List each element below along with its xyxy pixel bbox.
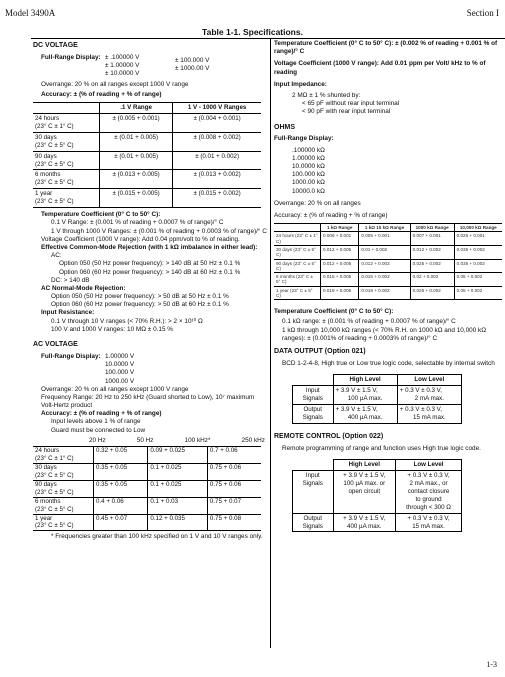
dc-frd-value: ± 100.000 V — [175, 56, 210, 64]
table-cell: through < 300 Ω — [406, 503, 451, 511]
table-cell: ± (0.01 + 0.005) — [100, 132, 173, 151]
table-cell: + 0.3 V ± 0.3 V, — [407, 471, 450, 479]
table-cell: 0.12 + 0.035 — [148, 514, 208, 531]
table-row — [33, 497, 261, 514]
table-header-row — [274, 224, 502, 232]
ac-full-range-display — [33, 353, 267, 386]
ac-note: Input levels above 1 % of range — [51, 418, 141, 426]
table-cell: + 0.3 V ± 0.3 V, — [399, 387, 442, 395]
period: 90 days — [35, 480, 57, 488]
ac-frd-value: 10.0000 V — [105, 361, 135, 369]
period: 24 hours — [35, 114, 60, 122]
column-divider — [270, 38, 271, 648]
ohms-heading: OHMS — [274, 123, 295, 131]
table-row — [274, 245, 502, 259]
dc-frd-col2 — [175, 54, 209, 79]
table-cell: ± (0.008 + 0.002) — [173, 132, 261, 151]
table-cell: 2 mA max. — [414, 395, 444, 402]
table-cell: ± (0.015 + 0.002) — [173, 189, 261, 208]
ac-frequency-range: Frequency Range: 20 Hz to 250 kHz (Guard shorted to Low), 10⁷ maximum Volt-Hertz product — [41, 393, 255, 410]
table-cell: 0.018 + 0.002 — [359, 286, 410, 300]
table-cell: 0.005 + 0.001 — [359, 232, 410, 246]
dc-frd-col1 — [105, 54, 175, 79]
table-row-label: Output Signals — [293, 404, 334, 423]
ohms-frd-value: 1.00000 kΩ — [292, 154, 325, 162]
table-cell: 0.35 + 0.05 — [94, 480, 148, 497]
temperature: (23° C ± 5° C) — [35, 160, 74, 168]
dc-accuracy-table — [33, 102, 261, 208]
table-cell: 0.32 + 0.05 — [94, 447, 148, 464]
table-cell: 0.025 + 0.001 — [454, 232, 502, 246]
table-cell: + 0.3 V ± 0.3 V, — [399, 405, 442, 413]
ac-voltage-heading: AC VOLTAGE — [33, 341, 78, 349]
table-cell: 0.4 + 0.06 — [94, 497, 148, 514]
table-cell: 0.75 + 0.06 — [207, 480, 261, 497]
table-row — [33, 170, 261, 189]
ac-voltage-coefficient: Voltage Coefficient (1000 V range): Add 0.01 ppm per Volt/ kHz to % of reading — [274, 60, 486, 76]
ac-overrange: Overrange: 20 % on all ranges except 1000 V range — [41, 385, 189, 393]
dc-tc-line: 0.1 V Range: ± (0.001 % of reading + 0.0007 % of range)/° C — [51, 219, 224, 227]
period: 1 year (23° C ± 5° C) — [274, 286, 321, 300]
dc-tc-line: 1 V through 1000 V Ranges: ± (0.001 % of reading + 0.0003 % of range)/° C — [51, 227, 267, 235]
table-header-cell: 1 V - 1000 V Ranges — [173, 102, 261, 113]
dc-overrange: Overrange: 20 % on all ranges except 1000 V range — [41, 80, 189, 88]
ohms-overrange: Overrange: 20 % on all ranges — [274, 199, 361, 207]
table-row — [33, 113, 261, 132]
table-cell: + 3.9 V ± 1.5 V, — [335, 387, 378, 395]
dc-tc-heading: Temperature Coefficient (0° C to 50° C): — [41, 211, 161, 219]
table-cell: 400 µA max. — [347, 522, 382, 530]
ohms-accuracy: Accuracy: ± (% of reading + % of range) — [274, 211, 388, 219]
period: 24 hours — [35, 447, 60, 455]
table-cell: ± (0.013 + 0.002) — [173, 170, 261, 189]
table-cell: ± (0.01 + 0.002) — [173, 151, 261, 170]
cmr-option-050: Option 050 (50 Hz power frequency): > 140 dB at 50 Hz ± 0.1 % — [59, 260, 241, 268]
input-resistance-line: 0.1 V through 10 V ranges (< 70% R.H.): > 2 × 10¹⁰ Ω — [51, 317, 203, 325]
dc-frd-value: ± 10.0000 V — [105, 70, 140, 78]
table-cell: 0.05 + 0.002 — [454, 273, 502, 287]
ac-frd-value: 100.000 V — [105, 369, 135, 377]
remote-control-description: Remote programming of range and function uses High true logic code. — [282, 444, 481, 452]
ohms-frd-label: Full-Range Display: — [274, 135, 334, 143]
ac-footnote: * Frequencies greater than 100 kHz specified on 1 V and 10 V ranges only. — [51, 533, 263, 541]
input-impedance-line: < 65 pF without rear input terminal — [302, 100, 400, 108]
ac-frd-value: 1.00000 V — [105, 352, 135, 360]
table-row — [33, 151, 261, 170]
table-cell: 0.75 + 0.08 — [207, 514, 261, 531]
ac-frd-value: 1000.00 V — [105, 377, 135, 385]
period: 90 days (23° C ± 5° C) — [274, 259, 321, 273]
ohms-frd-value: 100.000 kΩ — [292, 171, 325, 179]
freq-head: 50 Hz — [136, 436, 154, 444]
remote-control-table — [292, 459, 462, 533]
freq-head: 100 kHz* — [184, 436, 211, 444]
dc-full-range-display — [33, 54, 267, 79]
table-cell: 15 mA max. — [413, 413, 446, 421]
ohms-frd-value: 10000.0 kΩ — [292, 187, 325, 195]
table-row — [33, 132, 261, 151]
table-cell: 0.012 + 0.005 — [321, 259, 359, 273]
table-cell: 0.1 + 0.025 — [148, 480, 208, 497]
table-header-cell — [293, 375, 334, 386]
table-cell: 0.05 + 0.002 — [454, 286, 502, 300]
table-header-cell: 1 kΩ 10 kΩ Range — [359, 224, 410, 232]
table-row — [293, 470, 462, 513]
table-cell: 0.1 + 0.025 — [148, 463, 208, 480]
table-row — [274, 232, 502, 246]
period: 1 year — [35, 514, 53, 522]
table-cell: open circuit — [348, 487, 381, 495]
left-column — [33, 40, 267, 542]
period: 1 year — [35, 190, 53, 198]
table-cell: 0.012 + 0.005 — [321, 245, 359, 259]
table-row — [293, 386, 462, 405]
table-cell: 0.012 + 0.002 — [410, 245, 454, 259]
table-cell: 0.012 + 0.002 — [359, 259, 410, 273]
ac-frequency-heads — [89, 437, 265, 445]
table-header-cell — [293, 459, 334, 470]
table-cell: 0.7 + 0.06 — [207, 447, 261, 464]
cmr-dc: DC: > 140 dB — [51, 276, 90, 284]
table-cell: ± (0.013 + 0.005) — [100, 170, 173, 189]
table-cell: 0.035 + 0.002 — [454, 259, 502, 273]
table-cell: 0.006 + 0.001 — [321, 232, 359, 246]
table-header-cell: 10,000 kΩ Range — [454, 224, 502, 232]
table-cell: 0.02 + 0.002 — [410, 273, 454, 287]
period: 90 days — [35, 152, 57, 160]
temperature: (23° C ± 5° C) — [35, 471, 74, 479]
table-row — [33, 463, 261, 480]
table-cell: 0.75 + 0.06 — [207, 463, 261, 480]
ohms-tc-line: 0.1 kΩ range: ± (0.001 % of reading + 0.0007 % of range)/° C — [282, 318, 456, 326]
input-impedance-heading: Input Impedance: — [274, 80, 327, 88]
table-cell: ± (0.004 + 0.001) — [173, 113, 261, 132]
table-cell: to ground — [415, 495, 442, 503]
table-cell: 0.025 + 0.002 — [410, 286, 454, 300]
data-output-table — [292, 374, 462, 424]
dc-frd-label: Full-Range Display: — [41, 53, 101, 61]
input-impedance-line: < 90 pF with rear input terminal — [302, 108, 391, 116]
table-cell: + 3.9 V ± 1.5 V, — [335, 405, 378, 413]
dc-frd-value: ± 1.00000 V — [105, 62, 140, 70]
table-cell: 0.75 + 0.07 — [207, 497, 261, 514]
section-label: Section I — [466, 8, 499, 18]
ohms-accuracy-table — [274, 223, 502, 300]
cmr-ac: AC: — [51, 252, 62, 260]
table-cell: 15 mA max. — [412, 522, 445, 530]
period: 6 months — [35, 171, 61, 179]
table-cell: + 0.3 V ± 0.3 V, — [407, 514, 450, 522]
data-output-heading: DATA OUTPUT (Option 021) — [274, 347, 366, 355]
table-row — [293, 513, 462, 532]
table-header-cell: High Level — [333, 375, 397, 386]
ohms-tc-heading: Temperature Coefficient (0° C to 50° C): — [274, 308, 394, 316]
dc-voltage-coefficient: Voltage Coefficient (1000 V range): Add 0.04 ppm/volt to % of reading. — [41, 235, 240, 243]
ohms-frd-value: .100000 kΩ — [292, 146, 325, 154]
page-number: 1-3 — [486, 660, 497, 669]
table-header-row — [33, 102, 261, 113]
table-row-label: Input Signals — [293, 470, 334, 513]
nmr-option-060: Option 060 (60 Hz power frequency): > 50 dB at 60 Hz ± 0.1 % — [51, 301, 229, 309]
table-cell: ± (0.005 + 0.001) — [100, 113, 173, 132]
freq-head: 250 kHz — [241, 436, 265, 444]
cmr-heading: Effective Common-Mode Rejection (with 1 kΩ imbalance in either lead): — [41, 243, 258, 251]
table-cell: 0.01 + 0.002 — [359, 245, 410, 259]
temperature: (23° C ± 5° C) — [35, 141, 74, 149]
right-column — [274, 40, 502, 532]
data-output-description: BCD 1-2-4-8, High true or Low true logic code, selectable by internal switch — [282, 359, 495, 367]
temperature: (23° C ± 5° C) — [35, 198, 74, 206]
table-cell: 2 mA max., or — [409, 479, 448, 487]
table-cell: 0.035 + 0.002 — [454, 245, 502, 259]
table-header-cell: 1000 kΩ Range — [410, 224, 454, 232]
table-row — [33, 480, 261, 497]
table-cell: 0.015 + 0.002 — [359, 273, 410, 287]
remote-control-heading: REMOTE CONTROL (Option 022) — [274, 432, 384, 440]
ac-frd-values — [105, 353, 134, 386]
table-row-label: Output Signals — [293, 513, 334, 532]
period: 30 days — [35, 463, 57, 471]
table-cell: 0.45 + 0.07 — [94, 514, 148, 531]
input-resistance-line: 100 V and 1000 V ranges: 10 MΩ ± 0.15 % — [51, 325, 173, 333]
table-header-cell: .1 V Range — [100, 102, 173, 113]
period: 6 months — [35, 497, 61, 505]
period: 6 months (23° C ± 5° C) — [274, 273, 321, 287]
nmr-option-050: Option 050 (50 Hz power frequency): > 50 dB at 50 Hz ± 0.1 % — [51, 293, 229, 301]
period: 30 days — [35, 133, 57, 141]
ac-note: Guard must be connected to Low — [51, 426, 146, 434]
table-row — [33, 447, 261, 464]
table-title: Table 1-1. Specifications. — [202, 27, 303, 37]
table-row-label: Input Signals — [293, 386, 334, 405]
temperature: (23° C ± 1° C) — [35, 454, 74, 462]
table-row — [293, 404, 462, 423]
table-row — [33, 514, 261, 531]
table-cell: 0.09 + 0.025 — [148, 447, 208, 464]
table-cell: ± (0.01 + 0.005) — [100, 151, 173, 170]
temperature: (23° C ± 5° C) — [35, 522, 74, 530]
ac-frd-label: Full-Range Display: — [41, 352, 101, 360]
table-header-cell: Low Level — [397, 375, 461, 386]
table-cell: 100 µA max. or — [343, 479, 386, 487]
table-header-cell — [33, 102, 100, 113]
table-cell: + 3.9 V ± 1.5 V, — [343, 514, 386, 522]
ohms-frd-value: 10.0000 kΩ — [292, 163, 325, 171]
temperature: (23° C ± 1° C) — [35, 122, 74, 130]
cmr-option-060: Option 060 (60 Hz power frequency): > 140 dB at 60 Hz ± 0.1 % — [59, 268, 241, 276]
freq-head: 20 Hz — [89, 436, 106, 444]
table-header-cell: High Level — [333, 459, 396, 470]
table-cell: 400 µA max. — [347, 413, 383, 421]
table-cell: 0.018 + 0.005 — [321, 286, 359, 300]
table-header-cell — [274, 224, 321, 232]
dc-accuracy: Accuracy: ± (% of reading + % of range) — [41, 90, 162, 98]
ohms-frd-value: 1000.00 kΩ — [292, 179, 325, 187]
nmr-heading: AC Normal-Mode Rejection: — [41, 284, 126, 292]
table-cell: contact closure — [407, 487, 450, 495]
temperature: (23° C ± 5° C) — [35, 179, 74, 187]
table-row — [274, 273, 502, 287]
model-label: Model 3490A — [5, 8, 56, 18]
input-resistance-heading: Input Resistance: — [41, 309, 95, 317]
dc-frd-value: ± .100000 V — [105, 53, 140, 61]
table-cell: 0.007 + 0.001 — [410, 232, 454, 246]
table-header-row — [293, 459, 462, 470]
table-row — [274, 259, 502, 273]
table-row — [33, 189, 261, 208]
table-header-row — [293, 375, 462, 386]
period: 30 days (23° C ± 5° C) — [274, 245, 321, 259]
table-cell: 0.1 + 0.03 — [148, 497, 208, 514]
table-row — [274, 286, 502, 300]
ac-accuracy-table — [33, 446, 261, 531]
table-cell: + 3.9 V ± 1.5 V, — [343, 471, 386, 479]
table-cell: 0.025 + 0.002 — [410, 259, 454, 273]
table-cell: 100 µA max. — [347, 395, 383, 402]
dc-frd-value: ± 1000.00 V — [175, 65, 210, 73]
table-cell: ± (0.015 + 0.005) — [100, 189, 173, 208]
ac-temperature-coefficient: Temperature Coefficient (0° C to 50° C): ± (0.002 % of reading + 0.001 % of range)/° C — [274, 40, 498, 56]
table-cell: 0.015 + 0.005 — [321, 273, 359, 287]
dc-voltage-heading: DC VOLTAGE — [33, 42, 78, 49]
table-cell: 0.35 + 0.05 — [94, 463, 148, 480]
input-impedance-line: 2 MΩ ± 1 % shunted by: — [292, 91, 361, 99]
table-header-cell: 1 kΩ Range — [321, 224, 359, 232]
temperature: (23° C ± 5° C) — [35, 488, 74, 496]
table-header-cell: Low Level — [396, 459, 462, 470]
ohms-tc-line: 1 kΩ through 10,000 kΩ ranges (< 70% R.H. on 1000 kΩ and 10,000 kΩ ranges): ± (0.001% of reading + 0.0003% of range)/° C — [282, 326, 487, 342]
period: 24 hours (23° C ± 1° C) — [274, 232, 321, 246]
temperature: (23° C ± 5° C) — [35, 505, 74, 513]
ac-accuracy: Accuracy: ± (% of reading + % of range) — [41, 410, 162, 418]
ohms-frd-values — [274, 147, 502, 196]
